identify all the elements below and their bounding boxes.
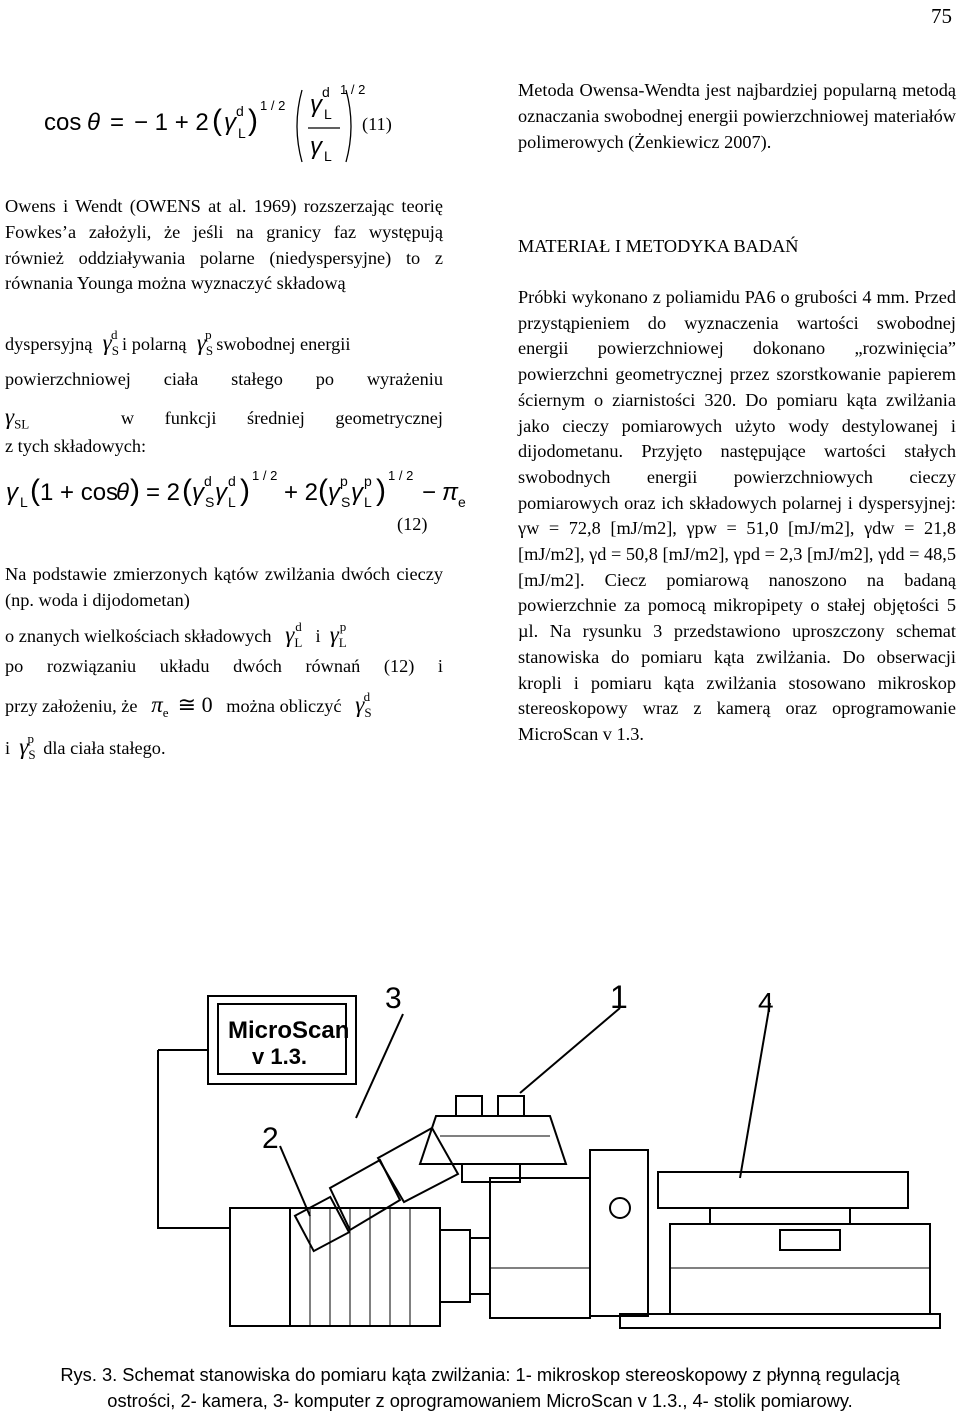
svg-text:L: L	[20, 494, 28, 510]
right-values: γw = 72,8 [mJ/m2], γpw = 51,0 [mJ/m2], γdw = 21,8 [mJ/m2], γd = 50,8 [mJ/m2], γpd = 2,3 [mJ/m2], γdd = 48,5 [mJ/m2].	[518, 518, 956, 590]
text-function: w funkcji średniej geometrycznej	[120, 408, 443, 428]
svg-text:L: L	[324, 148, 332, 164]
svg-text:cos: cos	[44, 109, 82, 136]
svg-text:): )	[248, 104, 258, 137]
svg-text:γ: γ	[328, 479, 340, 506]
line-known: o znanych wielkościach składowych $\gamma_L^d$ i $\gamma_L^p$	[5, 619, 347, 650]
svg-text:θ: θ	[87, 109, 101, 136]
label-2: 2	[262, 1122, 279, 1155]
equation-12	[0, 460, 490, 540]
svg-text:θ: θ	[116, 479, 130, 506]
left-para2-text: Na podstawie zmierzonych kątów zwilżania dwóch cieczy (np. woda i dijodometan)	[5, 564, 443, 610]
line-solve	[5, 654, 443, 680]
text-solid: dla ciała stałego.	[43, 738, 166, 759]
svg-text:(: (	[318, 474, 328, 507]
right-body-end: Ciecz pomiarową nanoszono na badaną powierzchnie za pomocą mikropipety o stałej objętości 5 µl. Na rysunku 3 przedstawiono uproszczony schemat stanowiska do pomiaru kąta zwilżania. Do obserwacji kropli i pomiaru kąta zwilżania stosowano mikroskop stereoskopowy wraz z kamerą oraz oprogramowanie MicroScan v 1.3.	[518, 569, 957, 744]
svg-text:π: π	[442, 479, 459, 506]
text-compute: można obliczyć	[226, 696, 342, 717]
equation-11	[40, 78, 460, 178]
svg-text:L: L	[324, 106, 332, 122]
svg-text:= 2: = 2	[146, 479, 181, 506]
svg-text:1 / 2: 1 / 2	[388, 468, 414, 483]
svg-text:): )	[130, 474, 140, 507]
text-solve: po rozwiązaniu układu dwóch równań (12) i	[5, 656, 443, 676]
svg-text:(: (	[212, 104, 222, 137]
text-known: o znanych wielkościach składowych	[5, 626, 272, 647]
equation-12-label: (12)	[397, 514, 428, 534]
svg-text:γ: γ	[224, 109, 236, 136]
text-i: i	[5, 738, 11, 759]
svg-text:S: S	[341, 494, 351, 510]
svg-text:− 1 + 2: − 1 + 2	[134, 109, 209, 136]
svg-text:L: L	[228, 494, 236, 510]
label-4: 4	[758, 987, 774, 1018]
svg-text:γ: γ	[192, 479, 204, 506]
svg-text:γ: γ	[215, 479, 227, 506]
section-heading: MATERIAŁ I METODYKA BADAŃ	[518, 236, 799, 256]
equation-11-svg	[40, 78, 460, 178]
equation-11-label: (11)	[362, 114, 392, 134]
svg-text:γ: γ	[310, 133, 322, 160]
screen-version: v 1.3.	[252, 1044, 308, 1069]
svg-text:γ: γ	[351, 479, 363, 506]
svg-text:+ 2: + 2	[284, 479, 319, 506]
line-components	[5, 434, 443, 460]
right-intro	[518, 78, 956, 155]
line-dispersive: dyspersyjną $\gamma_S^d$ i polarną $\gamma_S^p$ swobodnej energii	[5, 327, 351, 358]
svg-text:d: d	[236, 103, 244, 119]
svg-text:−: −	[422, 479, 437, 506]
text-and: i	[315, 626, 321, 647]
svg-text:d: d	[228, 473, 236, 489]
screen-title: MicroScan	[228, 1017, 350, 1044]
text-free-energy: swobodnej energii	[216, 334, 351, 355]
left-para1-text: Owens i Wendt (OWENS at al. 1969) rozszerzając teorię Fowkes’a założyli, że jeśli na granicy faz występują również oddziaływania polarne (niedyspersyjne) to z równania Younga można wyznaczyć składową	[5, 196, 443, 294]
svg-text:p: p	[340, 473, 348, 489]
svg-text:(: (	[30, 474, 40, 507]
text-components: z tych składowych:	[5, 436, 147, 456]
caption-line-1: Rys. 3. Schemat stanowiska do pomiaru kąta zwilżania: 1- mikroskop stereoskopowy z płynną regulacją	[60, 1364, 900, 1385]
text-polar: i polarną	[122, 334, 187, 355]
figure-svg	[80, 968, 950, 1348]
label-3: 3	[385, 982, 402, 1015]
right-body	[518, 285, 956, 748]
figure-caption	[0, 1362, 960, 1413]
svg-text:d: d	[204, 473, 212, 489]
svg-text:p: p	[364, 473, 372, 489]
svg-text:): )	[376, 474, 386, 507]
figure-schematic	[80, 968, 950, 1348]
svg-text:L: L	[364, 494, 372, 510]
svg-text:L: L	[238, 125, 246, 141]
svg-text:1 + cos: 1 + cos	[40, 479, 119, 506]
svg-text:1 / 2: 1 / 2	[252, 468, 278, 483]
equation-12-svg	[0, 460, 490, 520]
text-surface: powierzchniowej ciała stałego po wyrażeniu	[5, 369, 443, 389]
svg-text:): )	[240, 474, 250, 507]
text-dispersive: dyspersyjną	[5, 334, 93, 355]
svg-text:d: d	[322, 84, 330, 100]
svg-text:γ: γ	[310, 91, 322, 118]
svg-text:S: S	[205, 494, 215, 510]
line-function: $\gamma_{SL}$ w funkcji średniej geometrycznej	[5, 404, 443, 432]
svg-text:e: e	[458, 494, 466, 510]
text-assume: przy założeniu, że	[5, 696, 138, 717]
label-1: 1	[610, 979, 628, 1015]
svg-text:γ: γ	[6, 479, 18, 506]
line-assume: przy założeniu, że $\pi_e$ ≅ 0 można obliczyć $\gamma_S^d$	[5, 689, 372, 720]
right-body-start: Próbki wykonano z poliamidu PA6 o grubości 4 mm. Przed przystąpieniem do wyznaczenia wartości swobodnej energii powierzchniowej dokonano „rozwinięcia” powierzchni geometrycznej przez szorstkowanie papierem ściernym o ziarnistości 320. Do pomiaru kąta zwilżania jako cieczy pomiarowych użyto wody destylowanej i dijodometanu. Przyjęto następujące wartości stałych swobodnych energii powierzchniowych cieczy pomiarowych oraz ich składowych polarnej i dyspersyjnej:	[518, 287, 956, 513]
line-surface	[5, 367, 443, 393]
svg-text:1 / 2: 1 / 2	[340, 82, 366, 97]
line-last: i $\gamma_S^p$ dla ciała stałego.	[5, 731, 166, 762]
svg-text:=: =	[110, 109, 125, 136]
svg-text:1 / 2: 1 / 2	[260, 98, 286, 113]
svg-text:(: (	[182, 474, 192, 507]
page-number: 75	[931, 4, 952, 28]
right-intro-text: Metoda Owensa-Wendta jest najbardziej popularną metodą oznaczania swobodnej energii powierzchniowej materiałów polimerowych (Żenkiewicz 2007).	[518, 80, 956, 152]
left-paragraph-1	[5, 194, 443, 297]
left-paragraph-2	[5, 562, 443, 614]
caption-line-2: ostrości, 2- kamera, 3- komputer z oprogramowaniem MicroScan v 1.3., 4- stolik pomiarowy.	[107, 1389, 853, 1411]
